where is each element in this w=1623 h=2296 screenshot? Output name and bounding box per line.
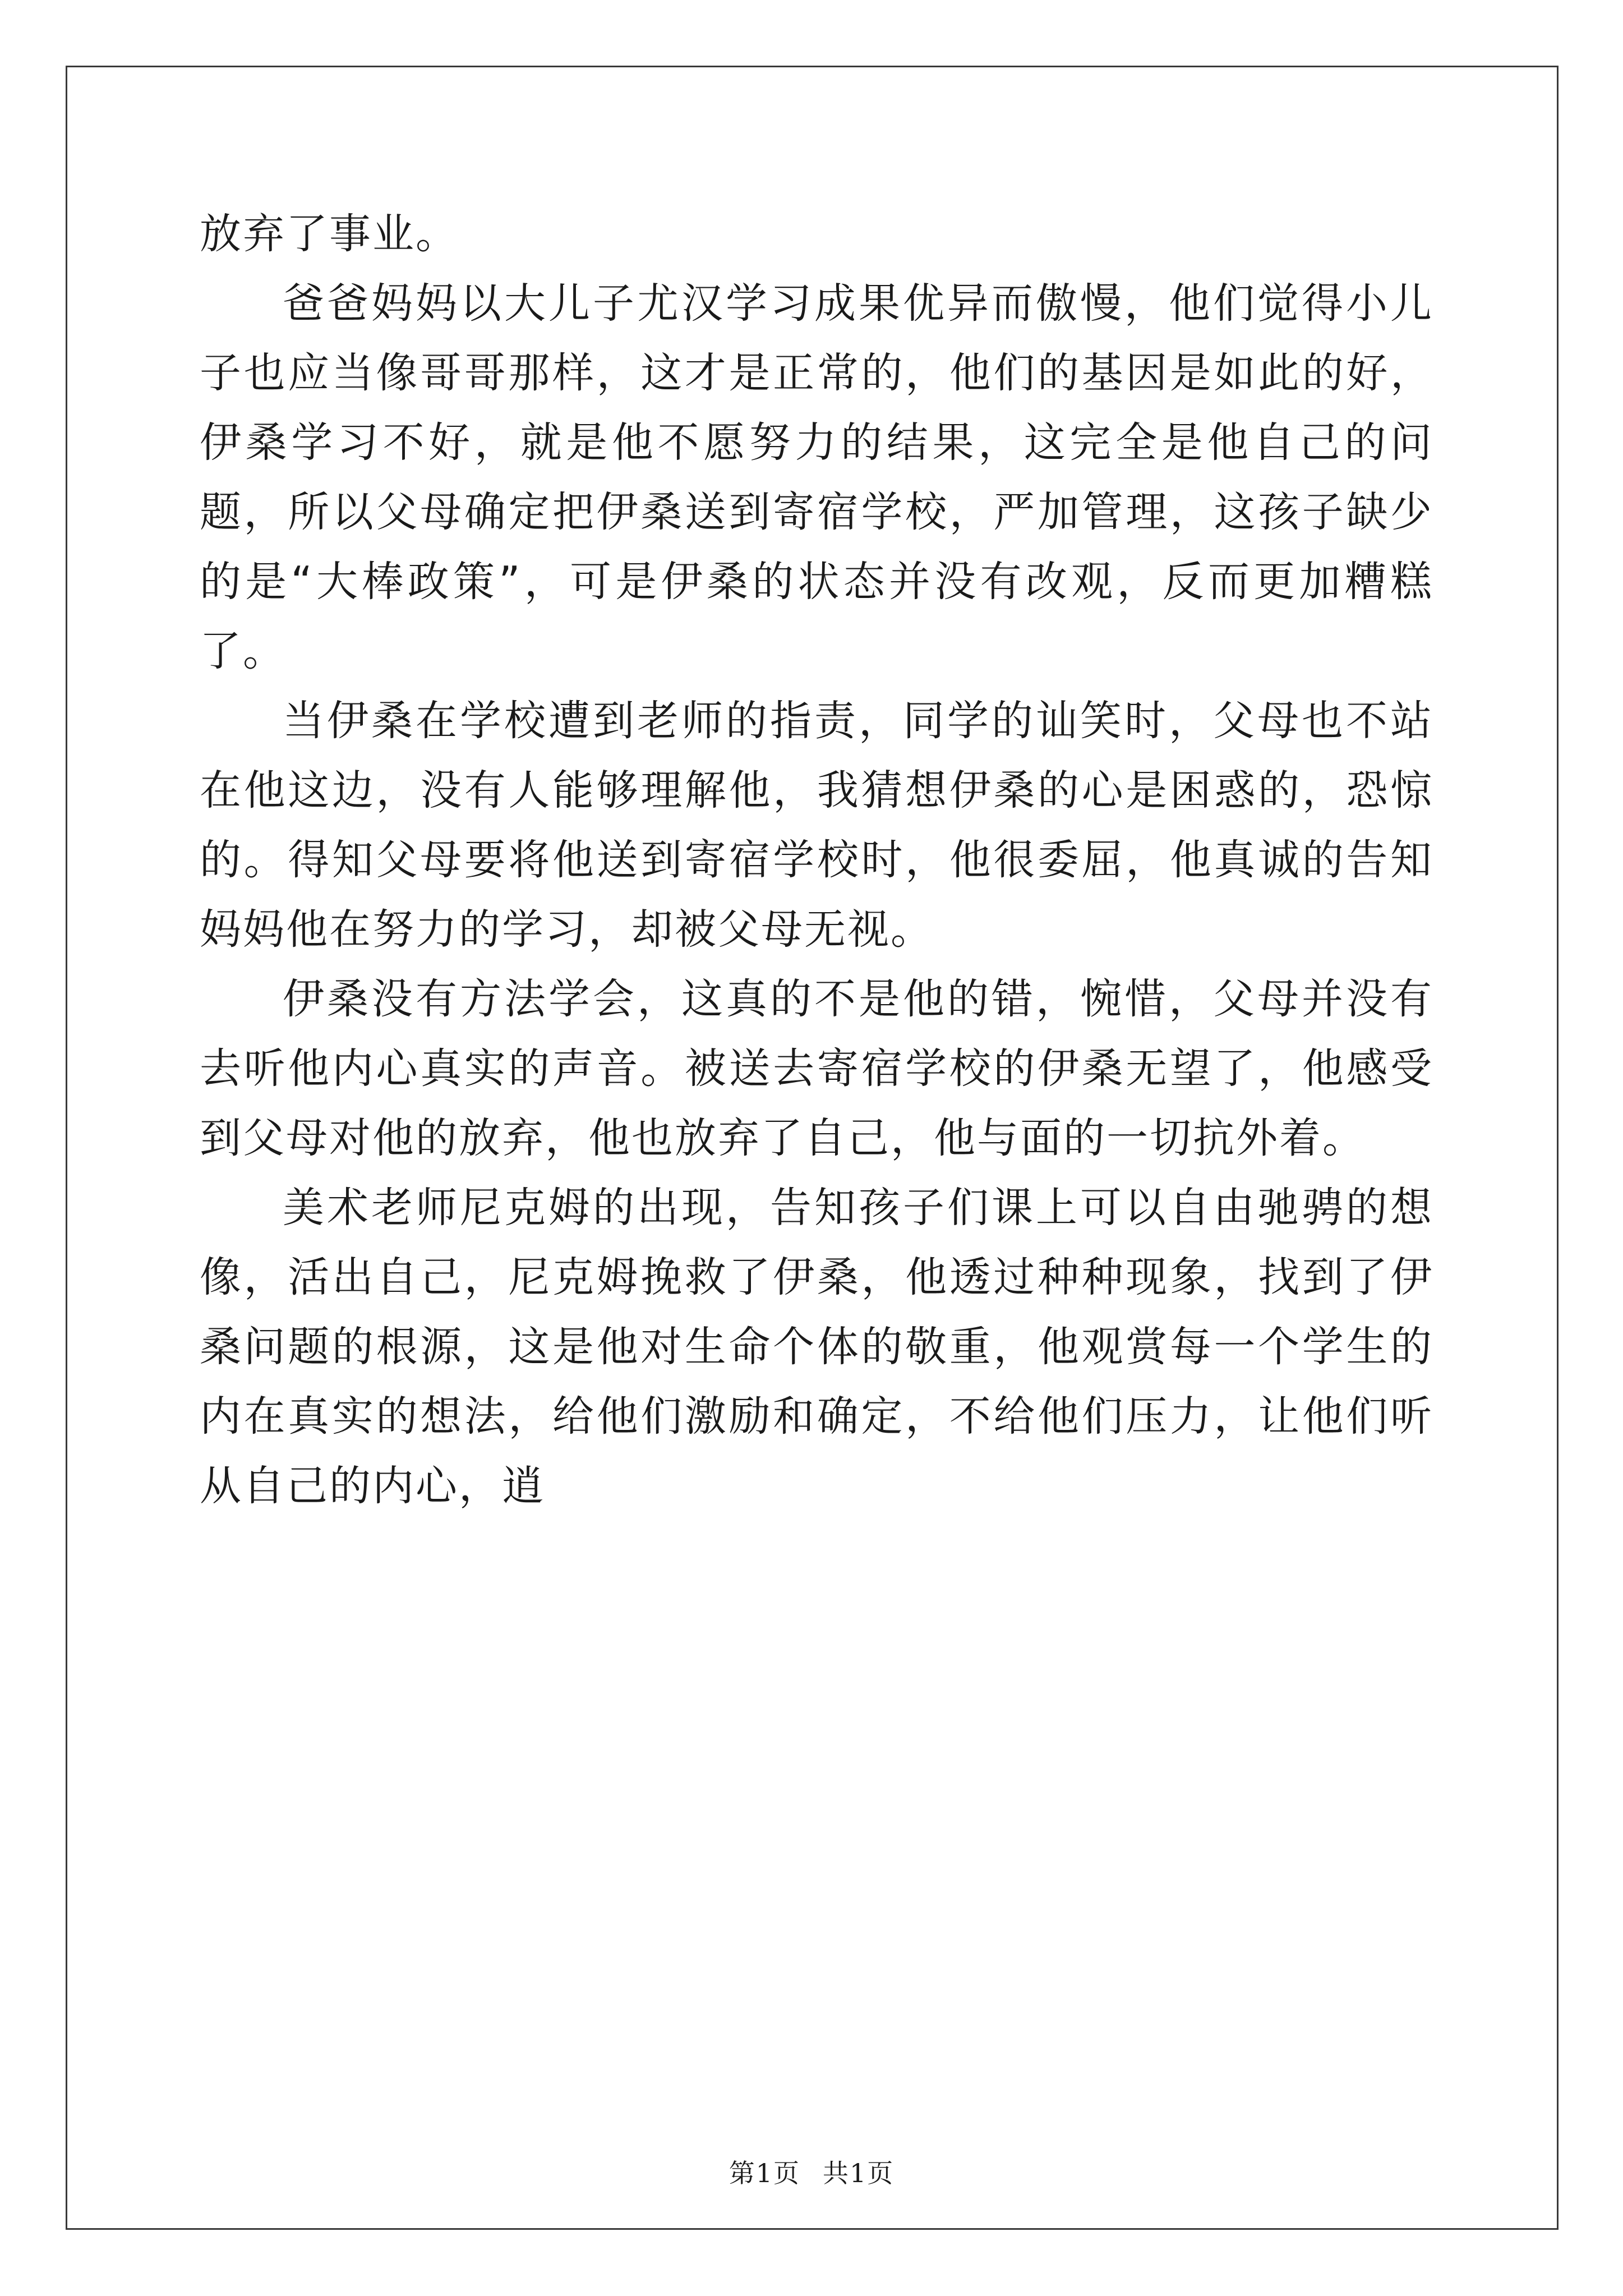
paragraph-1: 放弃了事业。: [200, 210, 459, 258]
document-body: [200, 199, 1433, 1521]
page-total: 共1页: [823, 2158, 895, 2188]
paragraph-2: 爸爸妈妈以大儿子尤汉学习成果优异而傲慢，他们觉得小儿子也应当像哥哥那样，这才是正常的，他们的基因是如此的好，伊桑学习不好，就是他不愿努力的结果，这完全是他自己的问题，所以父母确定把伊桑送到寄宿学校，严加管理，这孩子缺少的是“大棒政策”，可是伊桑的状态并没有改观，反而更加糟糕了。: [200, 279, 1433, 675]
page-number: 第1页: [728, 2158, 800, 2188]
paragraph-5: 美术老师尼克姆的出现，告知孩子们课上可以自由驰骋的想像，活出自己，尼克姆挽救了伊桑，他透过种种现象，找到了伊桑问题的根源，这是他对生命个体的敬重，他观赏每一个学生的内在真实的想法，给他们激励和确定，不给他们压力，让他们听从自己的内心，逍: [200, 1184, 1433, 1510]
page-footer: [0, 2153, 1623, 2190]
paragraph-4: 伊桑没有方法学会，这真的不是他的错，惋惜，父母并没有去听他内心真实的声音。被送去寄宿学校的伊桑无望了，他感受到父母对他的放弃，他也放弃了自己，他与面的一切抗外着。: [200, 975, 1433, 1162]
paragraph-3: 当伊桑在学校遭到老师的指责，同学的讪笑时，父母也不站在他这边，没有人能够理解他，我猜想伊桑的心是困惑的，恐惊的。得知父母要将他送到寄宿学校时，他很委屈，他真诚的告知妈妈他在努力的学习，却被父母无视。: [200, 697, 1433, 954]
